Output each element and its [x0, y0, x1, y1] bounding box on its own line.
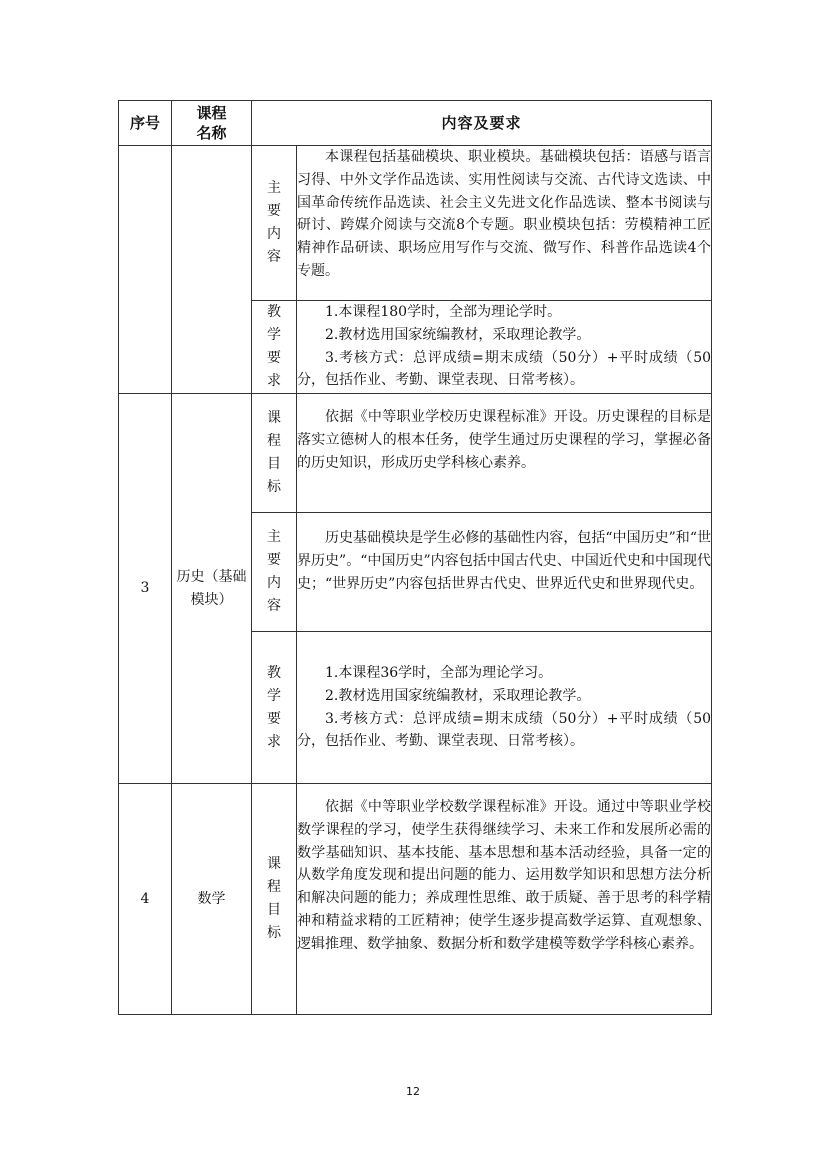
row-label-teaching-req: 教学要求 — [267, 664, 281, 750]
requirement-item: 3.考核方式：总评成绩=期末成绩（50分）+平时成绩（50分，包括作业、考勤、课堂表现、日常考核）。 — [297, 710, 712, 750]
course-goal-text: 依据《中等职业学校历史课程标准》开设。历史课程的目标是落实立德树人的根本任务，使学生通过历史课程的学习，掌握必备的历史知识，形成历史学科核心素养。 — [297, 409, 712, 471]
table-row — [119, 146, 712, 301]
content-cell — [297, 394, 712, 513]
main-content-text: 本课程包括基础模块、职业模块。基础模块包括：语感与语言习得、中外文学作品选读、实用性阅读与交流、古代诗文选读、中国革命传统作品选读、社会主义先进文化作品选读、整本书阅读与研讨、跨媒介阅读与交流8个专题。职业模块包括：劳模精神工匠精神作品研读、职场应用写作与交流、微写作、科普作品选读4个专题。 — [297, 149, 712, 279]
row-label-course-goal: 课程目标 — [267, 410, 281, 495]
header-seq: 序号 — [119, 101, 172, 146]
main-content-text: 历史基础模块是学生必修的基础性内容，包括“中国历史”和“世界历史”。“中国历史”内容包括中国古代史、中国近代史和中国现代史；“世界历史”内容包括世界古代史、世界近代史和世界现代史。 — [297, 530, 712, 592]
course-number: 4 — [119, 784, 172, 1015]
row-label-cell — [252, 146, 297, 301]
row-label-main-content: 主要内容 — [267, 180, 281, 265]
row-label-cell — [252, 394, 297, 513]
course-number: 3 — [119, 394, 172, 784]
requirement-item: 2.教材选用国家统编教材，采取理论教学。 — [325, 326, 591, 343]
header-course-name — [172, 101, 252, 146]
course-name: 数学 — [172, 784, 252, 1015]
requirement-item: 1.本课程36学时，全部为理论学习。 — [325, 664, 553, 681]
content-cell — [297, 632, 712, 784]
table-row — [119, 784, 712, 1015]
course-number-cell — [119, 146, 172, 394]
table-row — [119, 394, 712, 513]
row-label-cell — [252, 632, 297, 784]
row-label-teaching-req: 教学要求 — [267, 304, 281, 389]
row-label-cell — [252, 301, 297, 394]
row-label-course-goal: 课程目标 — [267, 856, 281, 941]
content-cell — [297, 513, 712, 632]
row-label-main-content: 主要内容 — [267, 529, 281, 614]
content-cell — [297, 784, 712, 1015]
header-content: 内容及要求 — [252, 101, 712, 146]
course-name-cell — [172, 146, 252, 394]
content-cell — [297, 146, 712, 301]
row-label-cell — [252, 784, 297, 1015]
header-course-name-line2: 名称 — [196, 124, 227, 142]
page-number: 12 — [406, 1085, 420, 1098]
content-cell — [297, 301, 712, 394]
header-course-name-line1: 课程 — [196, 104, 227, 122]
table-header-row — [119, 101, 712, 146]
course-goal-text: 依据《中等职业学校数学课程标准》开设。通过中等职业学校数学课程的学习，使学生获得继续学习、未来工作和发展所必需的数学基础知识、基本技能、基本思想和基本活动经验，具备一定的从数学角度发现和提出问题的能力、运用数学知识和思想方法分析和解决问题的能力；养成理性思维、敢于质疑、善于思考的科学精神和精益求精的工匠精神；使学生逐步提高数学运算、直观想象、逻辑推理、数学抽象、数据分析和数学建模等数学学科核心素养。 — [297, 799, 712, 952]
requirement-item: 1.本课程180学时，全部为理论学时。 — [325, 304, 562, 320]
course-table — [118, 100, 712, 1015]
row-label-cell — [252, 513, 297, 632]
requirement-item: 3.考核方式：总评成绩=期末成绩（50分）+平时成绩（50分，包括作业、考勤、课堂表现、日常考核）。 — [297, 349, 712, 389]
course-name: 历史（基础模块） — [172, 394, 252, 784]
requirement-item: 2.教材选用国家统编教材，采取理论教学。 — [325, 687, 591, 704]
